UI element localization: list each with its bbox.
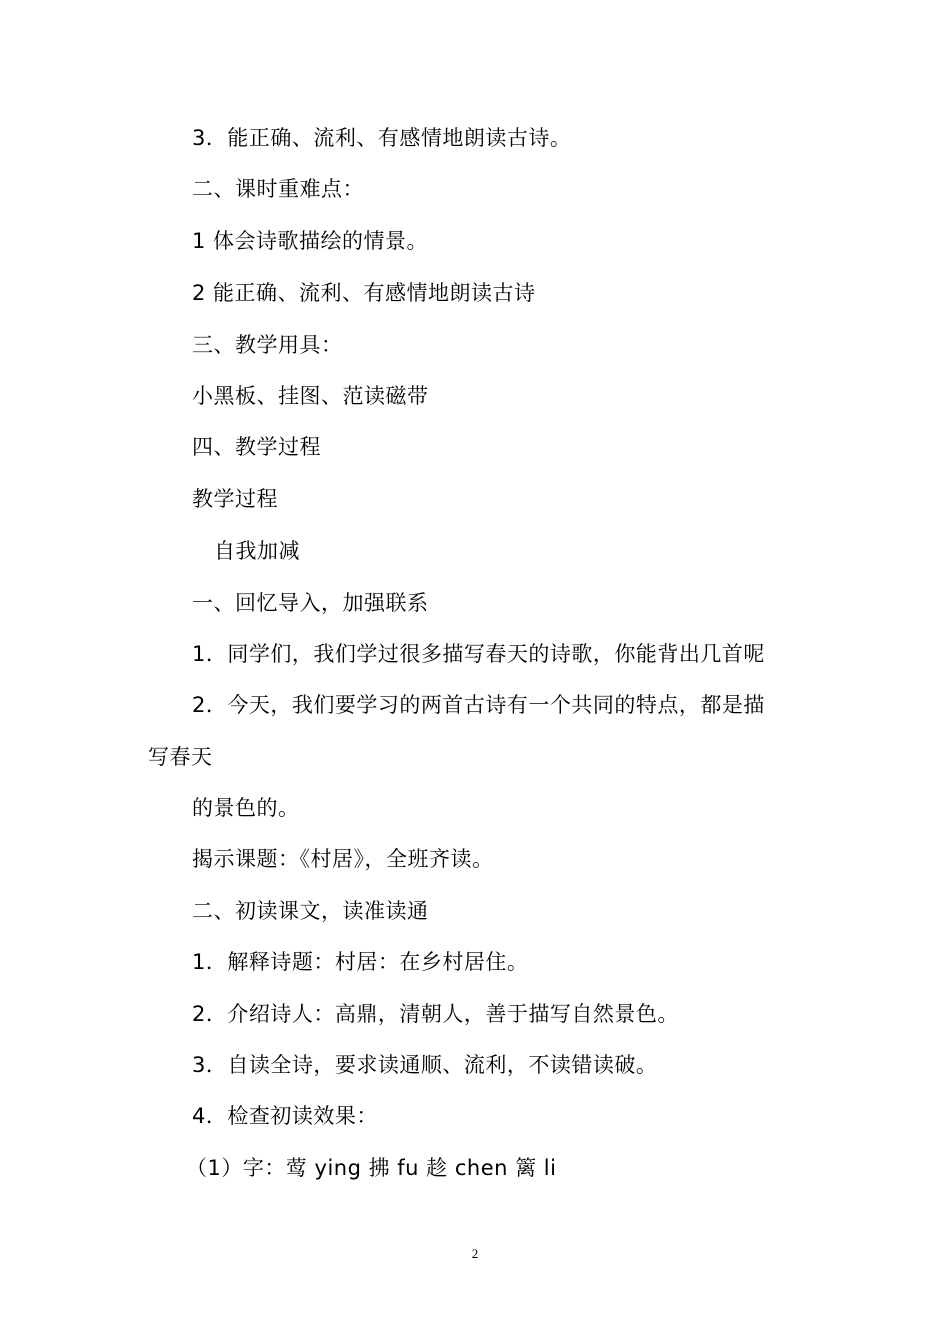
key-point-1: 1 体会诗歌描绘的情景。 [192, 229, 429, 253]
step-heading-review: 一、回忆导入，加强联系 [192, 591, 429, 615]
teaching-tools-list: 小黑板、挂图、范读磁带 [192, 384, 429, 408]
review-item-2: 2．今天，我们要学习的两首古诗有一个共同的特点，都是描 [192, 693, 765, 717]
reading-item-1: 1．解释诗题：村居：在乡村居住。 [192, 950, 529, 974]
section-heading-teaching-tools: 三、教学用具： [192, 333, 343, 357]
lesson-title-reveal: 揭示课题：《村居》，全班齐读。 [192, 847, 494, 871]
reading-item-3: 3．自读全诗，要求读通顺、流利，不读错读破。 [192, 1053, 658, 1077]
section-heading-key-points: 二、课时重难点： [192, 177, 364, 201]
review-item-2-continued: 写春天 [148, 745, 213, 769]
reading-item-4-sub-1: （1）字：莺 ying 拂 fu 趁 chen 篱 li [186, 1156, 557, 1180]
key-point-2: 2 能正确、流利、有感情地朗读古诗 [192, 281, 536, 305]
reading-item-4: 4．检查初读效果： [192, 1104, 378, 1128]
reading-item-2: 2．介绍诗人：高鼎，清朝人，善于描写自然景色。 [192, 1002, 679, 1026]
step-heading-first-reading: 二、初读课文，读准读通 [192, 899, 429, 923]
page-number: 2 [471, 1246, 479, 1261]
objective-3: 3．能正确、流利、有感情地朗读古诗。 [192, 126, 572, 150]
section-heading-teaching-process: 四、教学过程 [192, 435, 321, 459]
self-adjust-label: 自我加减 [214, 539, 300, 563]
review-item-1: 1．同学们，我们学过很多描写春天的诗歌，你能背出几首呢 [192, 642, 765, 666]
review-item-2-ending: 的景色的。 [192, 796, 300, 820]
teaching-process-label: 教学过程 [192, 487, 278, 511]
